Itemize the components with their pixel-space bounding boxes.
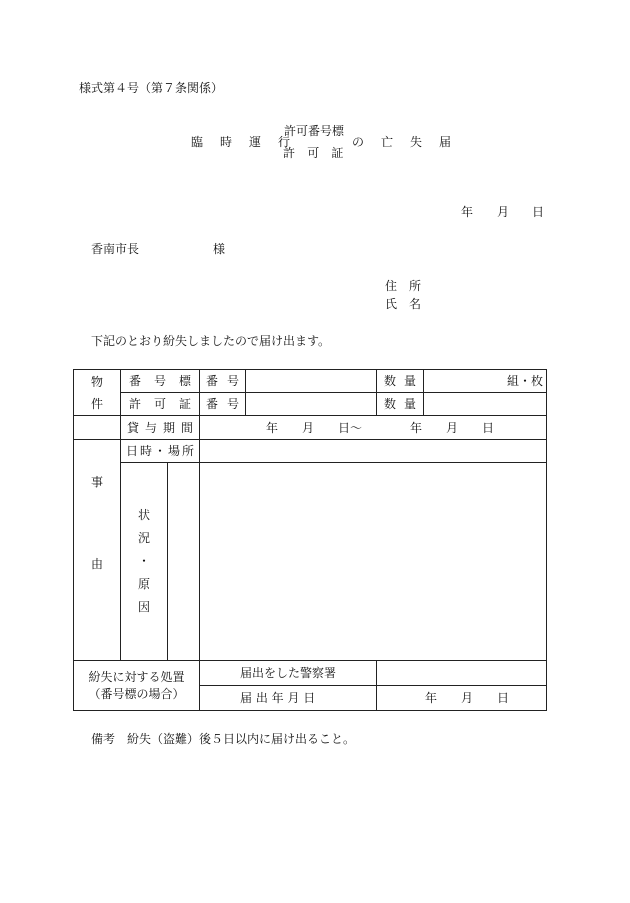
recipient-honorific: 様	[213, 242, 226, 256]
datetime-place-label-cell	[121, 440, 200, 463]
address-label: 住 所	[385, 279, 422, 293]
reason-label: 事 由	[90, 475, 103, 571]
plate-quantity-label: 数 量	[384, 374, 416, 388]
police-label: 届出をした警察署	[240, 666, 337, 680]
permit-quantity-label-cell	[377, 393, 424, 416]
disposal-label-line2: （番号標の場合）	[88, 686, 185, 701]
report-date-value: 年 月 日	[425, 691, 510, 705]
loan-period-label-cell	[121, 416, 200, 440]
article-blank-cell	[74, 416, 121, 440]
plate-unit: 組・枚	[506, 374, 543, 388]
datetime-place-field[interactable]	[200, 440, 547, 463]
permit-number-label-cell	[200, 393, 246, 416]
loan-period-field[interactable]	[200, 416, 547, 440]
date-month: 月	[497, 205, 510, 219]
police-label-cell	[200, 661, 377, 686]
title-part2: の 亡 失 届	[352, 135, 458, 149]
title-option-permit: 許 可 証	[283, 146, 348, 160]
plate-label: 番 号 標	[129, 374, 191, 388]
permit-quantity-label: 数 量	[384, 397, 416, 411]
plate-quantity-field[interactable]	[424, 370, 547, 393]
reason-header-cell	[74, 440, 121, 661]
permit-number-label: 番 号	[206, 397, 239, 411]
police-field[interactable]	[377, 661, 547, 686]
loan-period-value: 年 月 日～ 年 月 日	[266, 420, 495, 435]
situation-cause-field[interactable]	[200, 463, 547, 661]
permit-label: 許 可 証	[129, 397, 191, 411]
report-date-label: 届 出 年 月 日	[240, 691, 316, 705]
report-date-field[interactable]	[377, 686, 547, 711]
name-label: 氏 名	[385, 297, 422, 311]
article-header-cell	[74, 370, 121, 416]
situation-cause-field-left[interactable]	[168, 463, 199, 660]
disposal-label-line1: 紛失に対する処置	[88, 669, 185, 684]
plate-label-cell	[121, 370, 200, 393]
intro-text: 下記のとおり紛失しましたので届け出ます。	[91, 334, 331, 348]
plate-quantity-label-cell	[377, 370, 424, 393]
note-text: 備考 紛失（盗難）後５日以内に届け出ること。	[91, 732, 356, 746]
permit-number-field[interactable]	[246, 393, 377, 416]
plate-number-label-cell	[200, 370, 246, 393]
date-year: 年	[461, 205, 474, 219]
datetime-place-label: 日 時 ・ 場 所	[126, 444, 194, 458]
plate-number-field[interactable]	[246, 370, 377, 393]
situation-cause-label: 状 況 ・ 原 因	[137, 508, 150, 614]
situation-cause-cell	[121, 463, 200, 661]
loss-report-table	[73, 369, 547, 711]
disposal-label-cell	[74, 661, 200, 711]
report-date-label-cell	[200, 686, 377, 711]
article-label: 物 件	[90, 374, 103, 411]
loan-period-label: 貸 与 期 間	[127, 420, 193, 435]
title-part1: 臨 時 運 行	[191, 135, 297, 149]
form-number: 様式第４号（第７条関係）	[79, 81, 224, 95]
date-day: 日	[532, 205, 545, 219]
permit-quantity-field[interactable]	[424, 393, 547, 416]
plate-number-label: 番 号	[206, 374, 239, 388]
title-option-plate: 許可番号標	[283, 124, 344, 138]
recipient-name: 香南市長	[91, 242, 140, 256]
permit-label-cell	[121, 393, 200, 416]
